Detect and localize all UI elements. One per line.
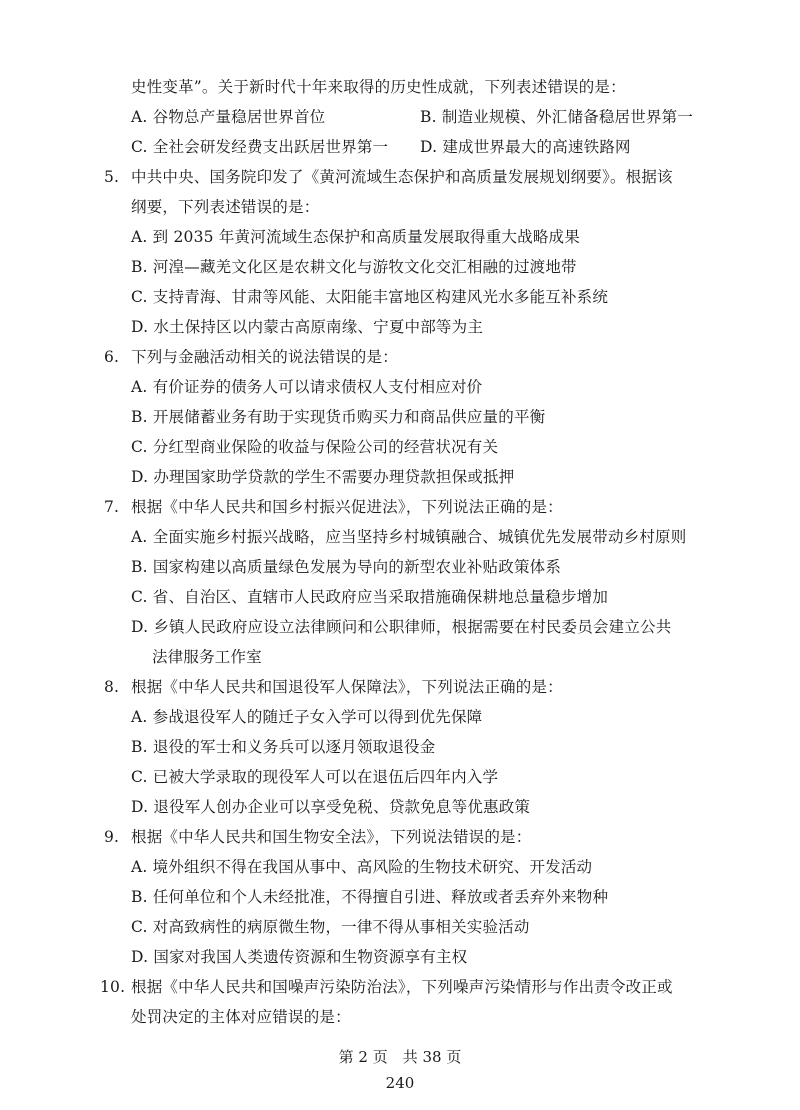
q9-option-c: C. 对高致病性的病原微生物，一律不得从事相关实验活动 — [131, 918, 530, 936]
q4-option-c: C. 全社会研发经费支出跃居世界第一 — [131, 138, 389, 156]
q7-option-a: A. 全面实施乡村振兴战略，应当坚持乡村城镇融合、城镇优先发展带动乡村原则 — [131, 528, 687, 546]
q5-stem-line2: 纲要，下列表述错误的是： — [131, 198, 320, 216]
q4-option-b: B. 制造业规模、外汇储备稳居世界第一 — [420, 108, 694, 126]
q8-option-d: D. 退役军人创办企业可以享受免税、贷款免息等优惠政策 — [131, 798, 531, 816]
q7-option-d-line1: D. 乡镇人民政府应设立法律顾问和公职律师，根据需要在村民委员会建立公共 — [131, 618, 672, 636]
q6-option-b: B. 开展储蓄业务有助于实现货币购买力和商品供应量的平衡 — [131, 408, 546, 426]
q9-option-b: B. 任何单位和个人未经批准，不得擅自引进、释放或者丢弃外来物种 — [131, 888, 609, 906]
q7-option-d-line2: 法律服务工作室 — [152, 648, 262, 666]
q6-number: 6. — [104, 348, 120, 366]
q8-option-a: A. 参战退役军人的随迁子女入学可以得到优先保障 — [131, 708, 483, 726]
q4-stem: 史性变革”。关于新时代十年来取得的历史性成就，下列表述错误的是： — [131, 78, 626, 96]
q10-number: 10. — [100, 978, 126, 996]
q5-option-d: D. 水土保持区以内蒙古高原南缘、宁夏中部等为主 — [131, 318, 484, 336]
q9-option-d: D. 国家对我国人类遗传资源和生物资源享有主权 — [131, 948, 468, 966]
q9-number: 9. — [104, 828, 120, 846]
q8-number: 8. — [104, 678, 120, 696]
q10-stem-line2: 处罚决定的主体对应错误的是： — [131, 1008, 351, 1026]
q6-option-c: C. 分红型商业保险的收益与保险公司的经营状况有关 — [131, 438, 499, 456]
q5-option-a: A. 到 2035 年黄河流域生态保护和高质量发展取得重大战略成果 — [131, 228, 580, 246]
q9-option-a: A. 境外组织不得在我国从事中、高风险的生物技术研究、开发活动 — [131, 858, 593, 876]
page-number: 240 — [385, 1074, 415, 1092]
q5-option-b: B. 河湟—藏羌文化区是农耕文化与游牧文化交汇相融的过渡地带 — [131, 258, 577, 276]
q7-option-b: B. 国家构建以高质量绿色发展为导向的新型农业补贴政策体系 — [131, 558, 562, 576]
q6-option-d: D. 办理国家助学贷款的学生不需要办理贷款担保或抵押 — [131, 468, 515, 486]
q8-option-c: C. 已被大学录取的现役军人可以在退伍后四年内入学 — [131, 768, 499, 786]
q5-option-c: C. 支持青海、甘肃等风能、太阳能丰富地区构建风光水多能互补系统 — [131, 288, 609, 306]
q8-option-b: B. 退役的军士和义务兵可以逐月领取退役金 — [131, 738, 436, 756]
q6-option-a: A. 有价证券的债务人可以请求债权人支付相应对价 — [131, 378, 483, 396]
q6-stem: 下列与金融活动相关的说法错误的是： — [131, 348, 398, 366]
q7-number: 7. — [104, 498, 120, 516]
page-label: 第 2 页 共 38 页 — [338, 1048, 462, 1066]
q8-stem: 根据《中华人民共和国退役军人保障法》，下列说法正确的是： — [131, 678, 563, 696]
q5-number: 5. — [104, 168, 120, 186]
q10-stem-line1: 根据《中华人民共和国噪声污染防治法》，下列噪声污染情形与作出责令改正或 — [131, 978, 673, 996]
q4-option-a: A. 谷物总产量稳居世界首位 — [131, 108, 326, 126]
q7-option-c: C. 省、自治区、直辖市人民政府应当采取措施确保耕地总量稳步增加 — [131, 588, 609, 606]
q4-option-d: D. 建成世界最大的高速铁路网 — [420, 138, 631, 156]
q7-stem: 根据《中华人民共和国乡村振兴促进法》，下列说法正确的是： — [131, 498, 563, 516]
q9-stem: 根据《中华人民共和国生物安全法》，下列说法错误的是： — [131, 828, 532, 846]
q5-stem-line1: 中共中央、国务院印发了《黄河流域生态保护和高质量发展规划纲要》。根据该 — [131, 168, 673, 186]
